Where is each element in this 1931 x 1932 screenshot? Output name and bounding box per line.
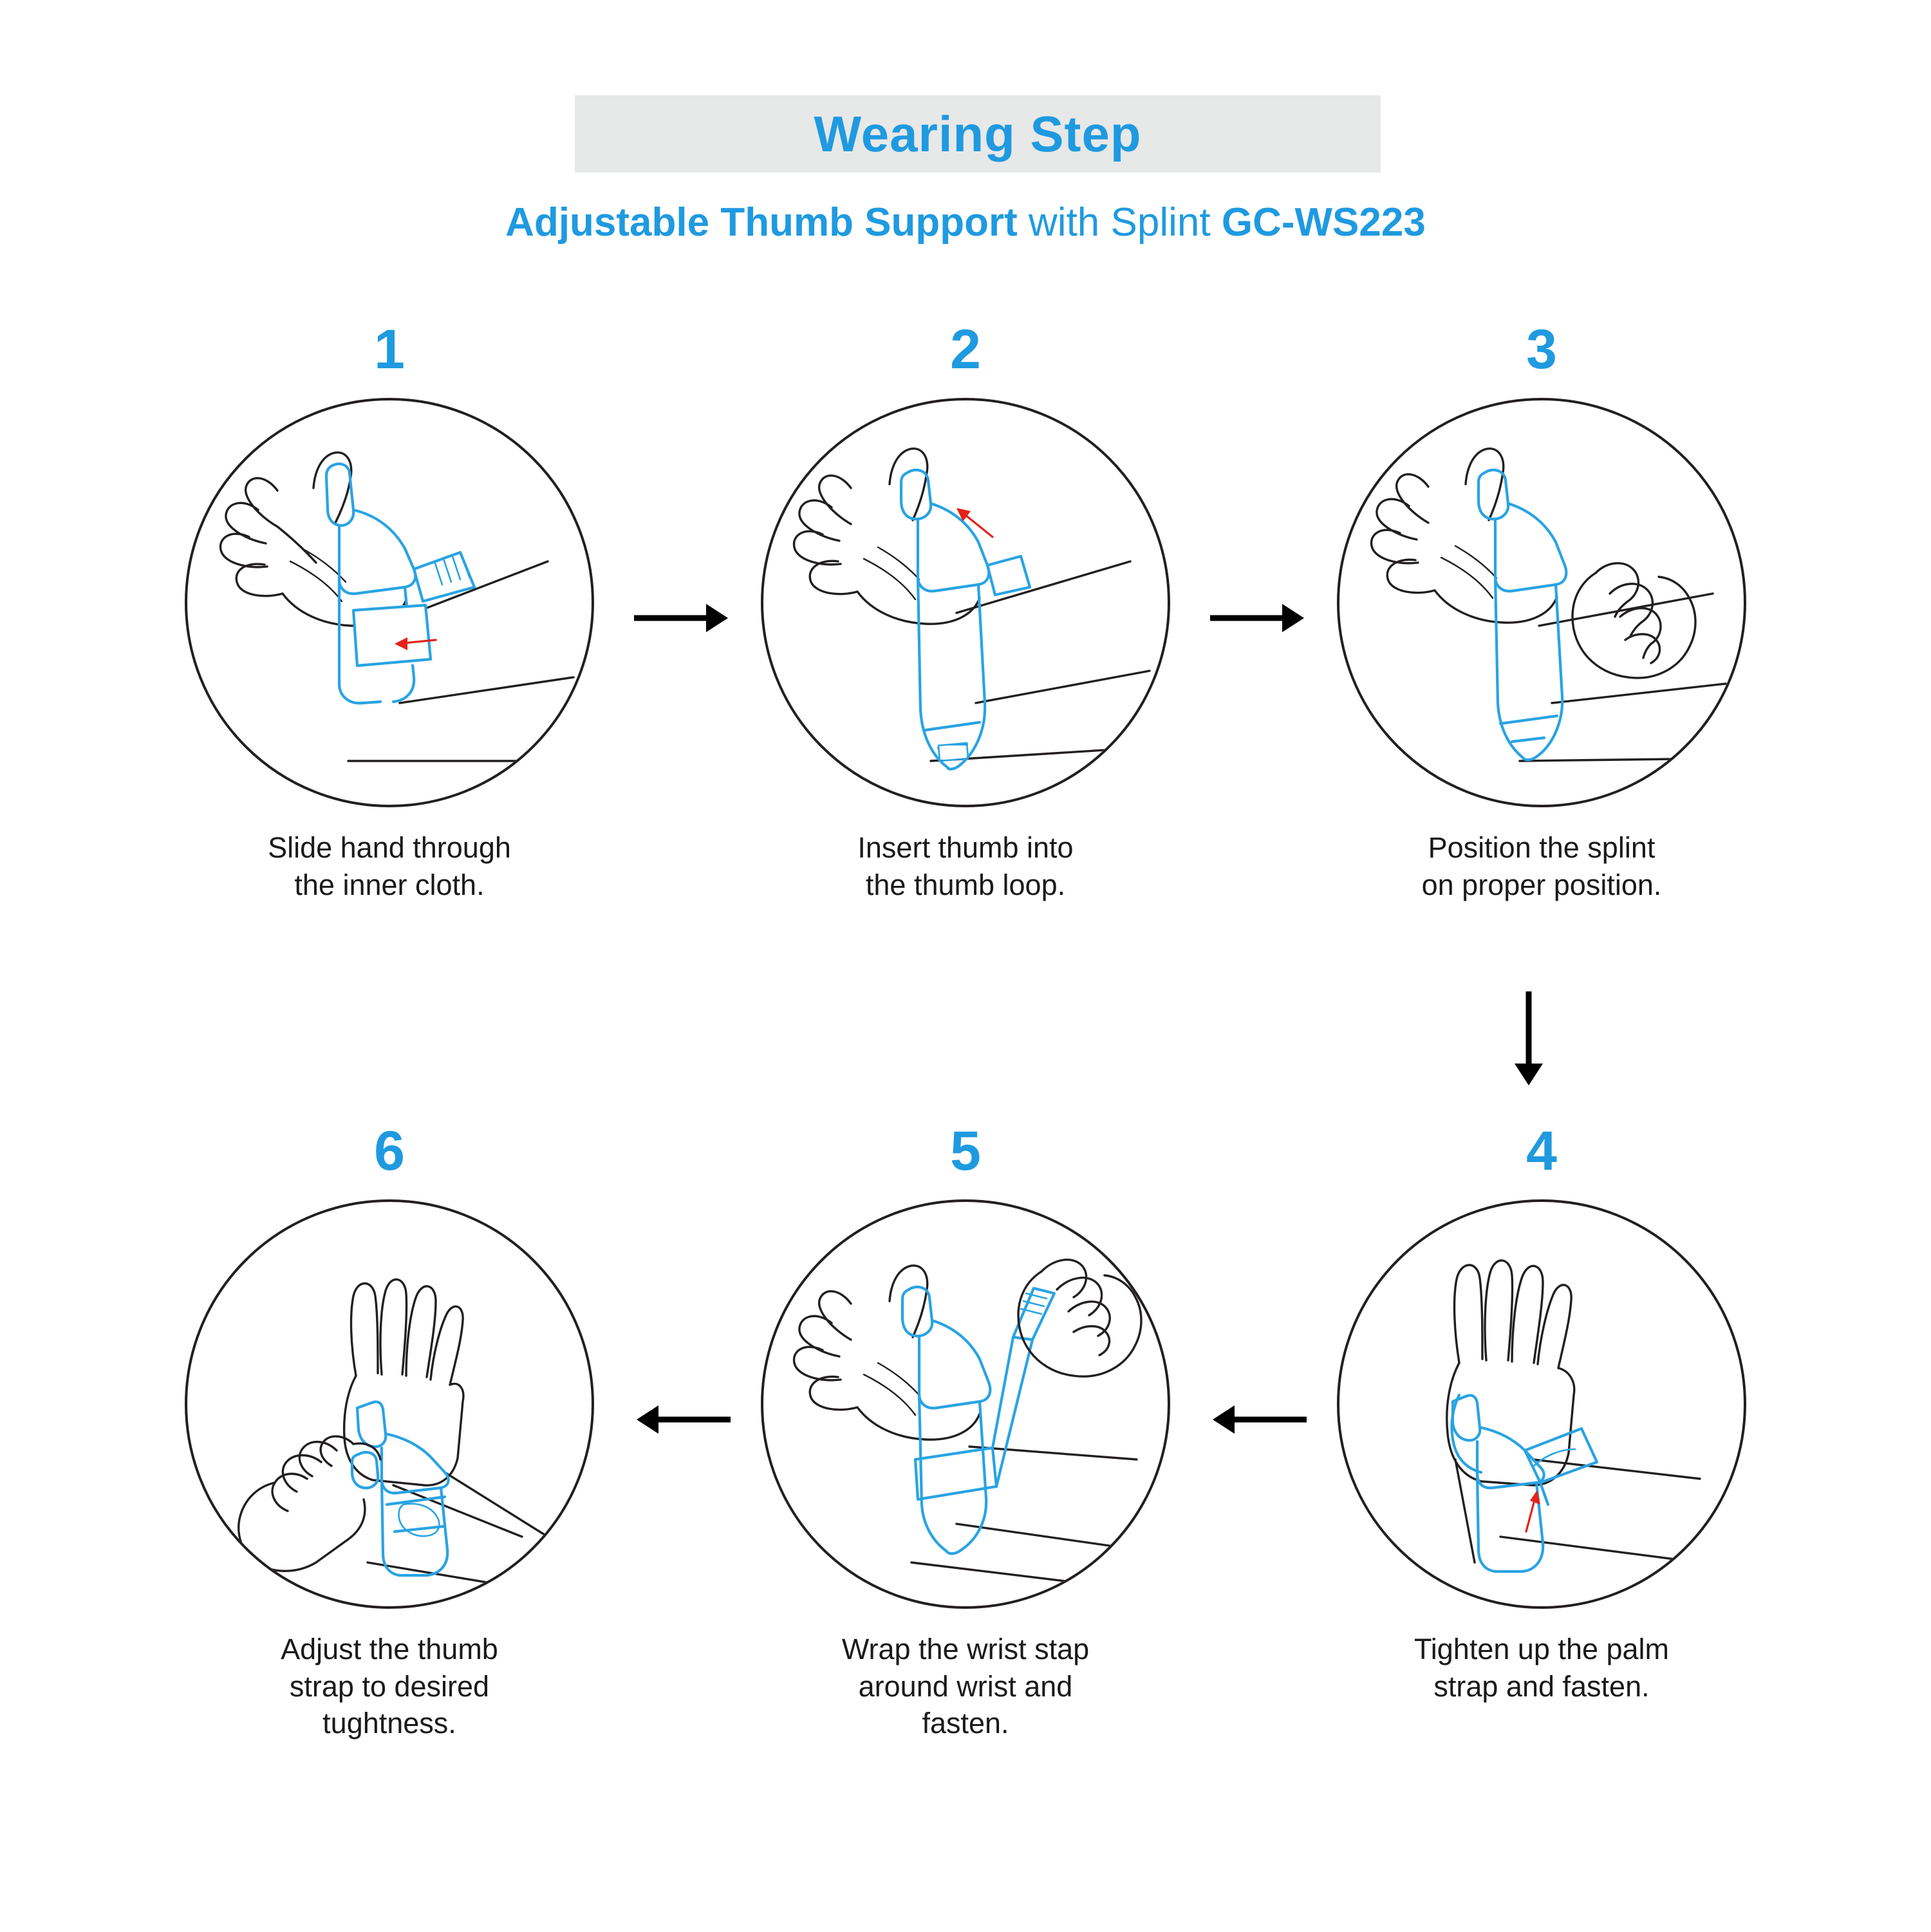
step-5 (753, 1120, 1178, 1742)
step-2-drawing (763, 400, 1170, 807)
step-5-number: 5 (950, 1120, 981, 1182)
subtitle-with-splint: with Splint (1029, 200, 1211, 245)
step-6-caption (177, 1631, 602, 1742)
subtitle-product-name: Adjustable Thumb Support (505, 200, 1018, 245)
step-5-caption-line-2: around wrist and (858, 1669, 1073, 1703)
step-3 (1329, 319, 1754, 903)
title-banner (575, 95, 1381, 173)
step-1-number: 1 (374, 319, 405, 380)
step-5-caption-line-3: fasten. (922, 1707, 1009, 1740)
step-1-caption-line-2: the inner cloth. (294, 868, 485, 901)
step-6-caption-line-1: Adjust the thumb (281, 1633, 498, 1665)
step-3-caption-line-2: on proper position. (1421, 868, 1662, 901)
arrow-step2-to-step3 (1210, 599, 1307, 637)
step-3-caption (1329, 829, 1754, 903)
arrow-step1-to-step2 (634, 599, 731, 637)
step-5-illustration (761, 1199, 1170, 1609)
step-4 (1329, 1120, 1754, 1705)
arrow-step3-to-step4 (1509, 991, 1548, 1088)
arrow-step5-to-step6 (634, 1400, 731, 1439)
step-3-caption-line-1: Position the splint (1428, 831, 1656, 864)
step-2-caption (753, 829, 1178, 903)
step-6-number: 6 (374, 1120, 405, 1182)
step-6-caption-line-2: strap to desired (289, 1669, 490, 1703)
arrow-step4-to-step5 (1210, 1400, 1307, 1439)
step-4-number: 4 (1526, 1120, 1557, 1182)
step-2-caption-line-1: Insert thumb into (857, 831, 1074, 864)
step-6 (177, 1120, 602, 1742)
step-1-caption (177, 829, 602, 903)
step-2-number: 2 (950, 319, 981, 380)
subtitle-model-code: GC-WS223 (1221, 200, 1426, 245)
step-3-illustration (1337, 398, 1746, 807)
step-4-illustration (1337, 1199, 1746, 1609)
step-5-caption-line-1: Wrap the wrist stap (841, 1633, 1090, 1665)
step-3-drawing (1339, 400, 1746, 807)
step-2-illustration (761, 398, 1170, 807)
step-4-caption-line-1: Tighten up the palm (1413, 1633, 1670, 1665)
step-2-caption-line-2: the thumb loop. (865, 868, 1066, 901)
step-6-drawing (187, 1202, 594, 1609)
step-1-caption-line-1: Slide hand through (268, 831, 511, 864)
step-3-number: 3 (1526, 319, 1557, 380)
step-4-caption (1329, 1631, 1754, 1705)
step-1 (177, 319, 602, 903)
step-5-drawing (763, 1202, 1170, 1609)
step-4-caption-line-2: strap and fasten. (1433, 1669, 1650, 1703)
step-2 (753, 319, 1178, 903)
step-1-illustration (185, 398, 594, 807)
product-subtitle (0, 200, 1931, 245)
step-6-caption-line-3: tughtness. (322, 1707, 456, 1740)
step-1-drawing (187, 400, 594, 807)
step-6-illustration (185, 1199, 594, 1609)
step-5-caption (753, 1631, 1178, 1742)
step-4-drawing (1339, 1202, 1746, 1609)
page-title: Wearing Step (814, 105, 1142, 162)
